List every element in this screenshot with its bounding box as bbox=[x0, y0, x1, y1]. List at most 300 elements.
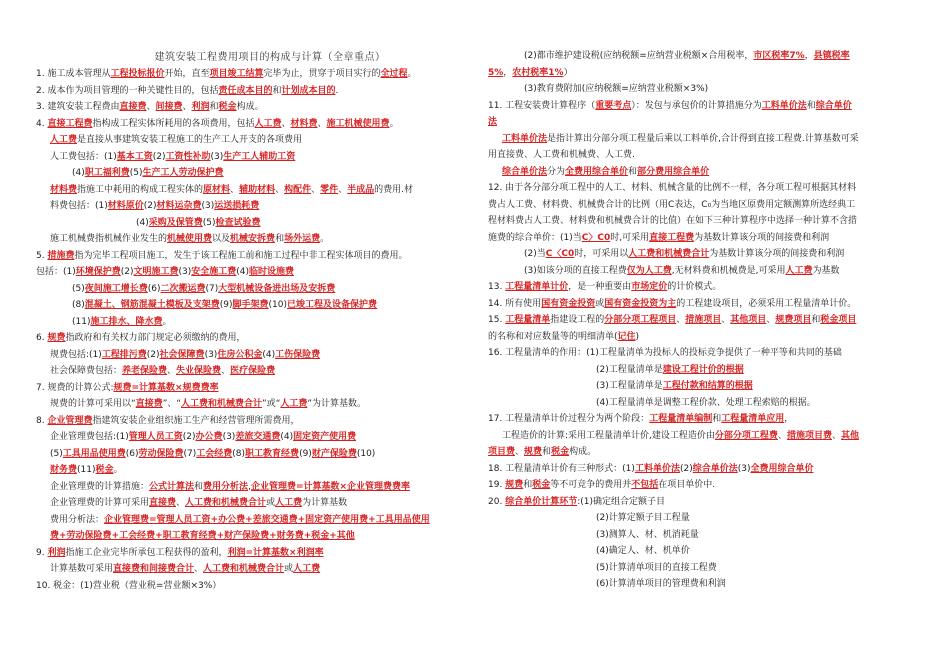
text-run: 人工费包括：(1) bbox=[50, 151, 117, 162]
text-run: 19. bbox=[488, 480, 506, 490]
text-run: 17. 工程量清单计价过程分为两个阶段： bbox=[488, 414, 650, 424]
text-run: (3)教育费附加(应纳税额=应纳营业税额×3%) bbox=[524, 84, 709, 94]
highlighted-term: 社会保障费 bbox=[159, 349, 205, 360]
text-run: 指施工企业完毕所承包工程获得的盈利， bbox=[65, 547, 228, 558]
highlighted-term: 措施项目 bbox=[685, 315, 722, 325]
highlighted-term: 基本工资 bbox=[116, 151, 153, 162]
text-run: 2. 成本作为项目管理的一种关键性目的，包括 bbox=[36, 85, 219, 96]
highlighted-term: 综合单价法 bbox=[692, 463, 738, 474]
left-line-0 bbox=[36, 66, 476, 83]
text-run: 为基数计算该分项的间接费和利润 bbox=[709, 249, 845, 259]
text-run: ， bbox=[804, 51, 814, 61]
highlighted-term: 施工排水、降水费 bbox=[90, 316, 163, 327]
text-run: 程材料费占人工费、材料费和机械费合计的比值）在如下三种计算程序中选择一种计算不含措 bbox=[488, 216, 858, 226]
highlighted-term: 采购及保管费 bbox=[148, 217, 203, 228]
text-run: (3)如该分项的直接工程费 bbox=[524, 265, 627, 276]
text-run: 和 bbox=[523, 480, 533, 490]
text-run: (10) bbox=[268, 300, 288, 310]
right-line-5 bbox=[488, 131, 918, 148]
highlighted-term: 建设工程计价的根据 bbox=[662, 364, 744, 375]
right-line-12 bbox=[488, 246, 918, 263]
highlighted-term: 安全施工费 bbox=[191, 267, 237, 277]
highlighted-term: 工料单价法 bbox=[502, 133, 548, 144]
highlighted-term: 辅助材料 bbox=[239, 184, 276, 195]
text-run: 。 bbox=[113, 465, 123, 475]
text-run: 6. bbox=[36, 333, 48, 343]
right-line-3 bbox=[488, 98, 918, 115]
text-run: (9) bbox=[299, 448, 312, 459]
left-line-28 bbox=[36, 528, 476, 545]
highlighted-term: 机械使用费 bbox=[167, 234, 213, 244]
text-run: (5) bbox=[72, 283, 85, 294]
text-run: (4) bbox=[236, 267, 250, 277]
left-line-14 bbox=[36, 297, 476, 314]
highlighted-term: 人工费 bbox=[293, 564, 321, 574]
highlighted-term: 机械安拆费 bbox=[230, 234, 276, 244]
left-line-15 bbox=[36, 314, 476, 331]
highlighted-term: 直接费 bbox=[149, 498, 177, 508]
text-run: 、 bbox=[317, 118, 327, 129]
text-run: ， bbox=[784, 414, 794, 424]
left-line-23 bbox=[36, 446, 476, 463]
text-run: 、 bbox=[766, 315, 776, 325]
highlighted-term: 国有资金投资为主 bbox=[604, 298, 677, 309]
text-run: :(1)确定组合定额子目 bbox=[577, 496, 665, 507]
text-run: 施费的综合单价：(1)当 bbox=[488, 232, 582, 243]
highlighted-term: 仅为人工费 bbox=[626, 265, 672, 276]
highlighted-term: 公式计算法 bbox=[149, 481, 195, 492]
highlighted-term: 规费=计算基数×规费费率 bbox=[113, 382, 219, 393]
text-run: ”为计算基数。 bbox=[307, 399, 367, 409]
highlighted-term: 分部分项工程项目 bbox=[604, 315, 677, 325]
text-run: (3) bbox=[201, 201, 215, 211]
left-line-20 bbox=[36, 396, 476, 413]
left-line-24 bbox=[36, 462, 476, 479]
text-run: 、 bbox=[721, 315, 731, 325]
highlighted-term: 原材料 bbox=[203, 184, 231, 195]
highlighted-term: 养老保险费 bbox=[122, 366, 168, 376]
right-line-8 bbox=[488, 180, 918, 197]
text-run: 、 bbox=[831, 430, 841, 441]
highlighted-term: 5% bbox=[488, 67, 504, 78]
left-line-25 bbox=[36, 479, 476, 496]
highlighted-term: 工程量清单应用 bbox=[721, 414, 785, 424]
text-run: 和 bbox=[272, 85, 282, 96]
highlighted-term: 工程量清单 bbox=[505, 315, 551, 325]
text-run: 的名称和对应数量等的明细清单( bbox=[488, 331, 618, 342]
highlighted-term: 农村税率1% bbox=[512, 67, 564, 78]
right-line-11 bbox=[488, 230, 918, 247]
highlighted-term: 二次搬运费 bbox=[160, 283, 206, 294]
text-run: (4)工程量清单是调整工程价款、处理工程索赔的根据。 bbox=[596, 397, 816, 408]
right-line-10 bbox=[488, 213, 918, 230]
text-run: 的计价模式。 bbox=[667, 282, 722, 292]
highlighted-term: 市场定价 bbox=[631, 282, 668, 292]
highlighted-term: 综合单价 bbox=[815, 100, 852, 111]
highlighted-term: 全费用综合单价 bbox=[750, 463, 814, 474]
highlighted-term: 国有资金投资 bbox=[541, 298, 596, 309]
text-run: 的费用.材 bbox=[374, 184, 414, 195]
left-line-6 bbox=[36, 165, 476, 182]
text-run: (3) bbox=[222, 432, 236, 442]
text-run: 在项目单价中. bbox=[658, 480, 716, 490]
text-run: 工程造价的计算:采用工程量清单计价,建设工程造价由 bbox=[502, 430, 715, 441]
left-line-1 bbox=[36, 83, 476, 100]
text-run: 、 bbox=[230, 184, 240, 195]
right-line-7 bbox=[488, 164, 918, 181]
highlighted-term: 材料运杂费 bbox=[156, 201, 202, 211]
left-line-5 bbox=[36, 149, 476, 166]
highlighted-term: 直接费和间接费合计 bbox=[113, 564, 195, 574]
highlighted-term: 环境保护费 bbox=[75, 267, 121, 277]
highlighted-term: 税金 bbox=[532, 480, 551, 490]
text-run: (5) bbox=[202, 217, 216, 228]
highlighted-term: 措施费 bbox=[47, 250, 75, 261]
highlighted-term: 已竣工程及设备保护费 bbox=[287, 300, 378, 310]
highlighted-term: 法 bbox=[488, 117, 498, 127]
text-run: ”、“ bbox=[162, 399, 182, 409]
right-line-26 bbox=[488, 477, 918, 494]
text-run: 15. bbox=[488, 315, 506, 325]
highlighted-term: 工资性补助 bbox=[165, 151, 211, 162]
text-run: 5. bbox=[36, 250, 48, 261]
text-run: (5)计算清单项目的直接工程费 bbox=[596, 562, 717, 573]
text-run: 3. 建筑安装工程费由 bbox=[36, 102, 120, 112]
text-run: 、 bbox=[167, 366, 177, 376]
highlighted-term: 利润 bbox=[47, 547, 66, 558]
highlighted-term: 工程投标报价 bbox=[110, 69, 165, 79]
text-run: 10. 税金：(1)营业税（营业税=营业额×3%） bbox=[36, 580, 222, 591]
right-line-4 bbox=[488, 114, 918, 131]
text-run: (3) bbox=[204, 349, 218, 360]
text-run: 施工机械费指机械作业发生的 bbox=[50, 234, 168, 244]
highlighted-term: 间接费 bbox=[155, 102, 183, 112]
highlighted-term: 人工费和机械费合计 bbox=[181, 399, 263, 409]
text-run: 分为 bbox=[547, 166, 566, 177]
highlighted-term: 工伤保险费 bbox=[275, 349, 321, 360]
text-run: 的工程建设项目，必须采用工程量清单计价。 bbox=[676, 298, 857, 309]
text-run: 、 bbox=[676, 315, 686, 325]
text-run: 企业管理费的计算措施： bbox=[50, 481, 150, 492]
text-run: (2) bbox=[152, 151, 166, 162]
text-run: 。 bbox=[389, 118, 399, 129]
left-line-31 bbox=[36, 578, 476, 595]
text-run: 指建设工程的 bbox=[550, 315, 605, 325]
highlighted-term: 办公费 bbox=[195, 432, 223, 442]
right-line-9 bbox=[488, 197, 918, 214]
text-run: 指为完毕工程项目施工，发生于该工程施工前和施工过程中非工程实体项目的费用。 bbox=[74, 250, 408, 261]
text-run: 是指计算出分部分项工程量后乘以工料单价,合计得到直接工程费.计算基数可采 bbox=[547, 133, 859, 144]
text-run: (2)计算定额子目工程量 bbox=[596, 513, 690, 523]
left-line-21 bbox=[36, 413, 476, 430]
highlighted-term: 工具用品使用费 bbox=[62, 448, 126, 459]
text-run: 12. 由于各分部分项工程中的人工、材料、机械含量的比例不一样，各分项工程可根据其材料 bbox=[488, 183, 857, 193]
text-run: 11. 工程安装费计算程序（ bbox=[488, 100, 596, 111]
highlighted-term: 财产保险费 bbox=[311, 448, 357, 459]
highlighted-term: 人工费 bbox=[785, 265, 813, 276]
right-line-28 bbox=[488, 510, 918, 527]
right-line-20 bbox=[488, 378, 918, 395]
left-line-18 bbox=[36, 363, 476, 380]
right-line-14 bbox=[488, 279, 918, 296]
text-run: (3) bbox=[178, 267, 192, 277]
text-run: (2) bbox=[120, 267, 134, 277]
right-line-30 bbox=[488, 543, 918, 560]
highlighted-term: 零件 bbox=[320, 184, 339, 195]
text-run: (2) bbox=[679, 463, 693, 474]
highlighted-term: 直接费 bbox=[135, 399, 163, 409]
highlighted-term: 夜间施工增长费 bbox=[84, 283, 148, 294]
highlighted-term: 工程量清单编制 bbox=[649, 414, 713, 424]
highlighted-term: 固定资产使用费 bbox=[293, 432, 357, 442]
left-line-13 bbox=[36, 281, 476, 298]
text-run: ） bbox=[563, 67, 573, 78]
right-column bbox=[488, 48, 918, 593]
left-line-2 bbox=[36, 99, 476, 116]
text-run: 、 bbox=[194, 564, 204, 574]
highlighted-term: 全费用综合单价 bbox=[565, 166, 629, 177]
left-line-19 bbox=[36, 380, 476, 397]
text-run: 或 bbox=[595, 298, 605, 309]
highlighted-term: 费+劳动保险费+工会经费+职工教育经费+财产保险费+财务费+税金+其他 bbox=[50, 531, 355, 541]
text-run: 时,可采用 bbox=[610, 232, 650, 243]
text-run: (6) bbox=[147, 283, 161, 294]
highlighted-term: 费用分析法 bbox=[203, 481, 249, 492]
left-line-11 bbox=[36, 248, 476, 265]
highlighted-term: 职工教育经费 bbox=[245, 448, 300, 459]
text-run: (2)工程量清单是 bbox=[596, 364, 663, 375]
highlighted-term: 企业管理费=管理人员工资+办公费+差旅交通费+固定资产使用费+工具用品使用 bbox=[104, 514, 430, 525]
highlighted-term: 企业管理费 bbox=[47, 415, 93, 426]
right-line-24 bbox=[488, 444, 918, 461]
highlighted-term: 税金 bbox=[218, 102, 237, 112]
text-run: ， bbox=[503, 67, 513, 78]
text-run: 费用分析法： bbox=[50, 514, 105, 525]
right-line-25 bbox=[488, 461, 918, 478]
text-run: 、 bbox=[777, 430, 787, 441]
highlighted-term: 其他 bbox=[840, 430, 859, 441]
highlighted-term: 部分费用综合单价 bbox=[637, 166, 710, 177]
right-line-22 bbox=[488, 411, 918, 428]
text-run: 、 bbox=[311, 184, 321, 195]
highlighted-term: 半成品 bbox=[347, 184, 375, 195]
highlighted-term: 市区税率7% bbox=[753, 51, 805, 61]
right-line-16 bbox=[488, 312, 918, 329]
right-line-19 bbox=[488, 362, 918, 379]
text-run: (3) bbox=[210, 151, 224, 162]
text-run: 、 bbox=[146, 102, 156, 112]
text-run: 构成。 bbox=[569, 447, 597, 457]
document-title: 建筑安装工程费用项目的构成与计算（全章重点） bbox=[154, 52, 386, 63]
text-run: 1. 施工成本管理从 bbox=[36, 69, 111, 79]
highlighted-term: C〈C0 bbox=[545, 249, 575, 259]
highlighted-term: 措施项目费 bbox=[786, 430, 832, 441]
highlighted-term: 职工福利费 bbox=[84, 168, 130, 178]
text-run: 包括：(1) bbox=[36, 267, 76, 277]
highlighted-term: 利润 bbox=[191, 102, 210, 112]
left-line-30 bbox=[36, 561, 476, 578]
highlighted-term: 直接工程费 bbox=[649, 232, 695, 243]
text-run: 7. 规费的计算公式: bbox=[36, 382, 114, 393]
text-run: 、 bbox=[281, 118, 291, 129]
text-run: 以及 bbox=[212, 234, 231, 244]
text-run: (5) bbox=[50, 448, 63, 459]
text-run: 20. bbox=[488, 496, 506, 507]
text-run: ”或“ bbox=[262, 399, 281, 409]
text-run: 等不可竞争的费用并 bbox=[550, 480, 632, 490]
left-line-16 bbox=[36, 330, 476, 347]
text-run: 和 bbox=[811, 315, 821, 325]
text-run: 或 bbox=[266, 498, 276, 508]
text-run: (2) bbox=[143, 201, 157, 211]
highlighted-term: 重要考点 bbox=[595, 100, 632, 111]
text-run: (6)计算清单项目的管理费和利润 bbox=[596, 579, 726, 589]
right-line-23 bbox=[488, 428, 918, 445]
text-run: 和 bbox=[628, 166, 638, 177]
highlighted-term: 混凝土、钢筋混凝土模板及支架费 bbox=[84, 300, 220, 310]
highlighted-term: 材料原价 bbox=[107, 201, 144, 211]
text-run: (3) bbox=[737, 463, 751, 474]
text-run: (2) bbox=[146, 349, 160, 360]
right-line-6 bbox=[488, 147, 918, 164]
text-run: 14. 所有使用 bbox=[488, 298, 542, 309]
highlighted-term: 人工费和机械费合计 bbox=[628, 249, 710, 259]
highlighted-term: 大型机械设备进出场及安拆费 bbox=[218, 283, 336, 294]
right-line-2 bbox=[488, 81, 918, 98]
highlighted-term: 生产工人辅助工资 bbox=[223, 151, 296, 162]
text-run: 、 bbox=[338, 184, 348, 195]
text-run: 为计算基数 bbox=[302, 498, 348, 508]
text-run: (11) bbox=[72, 316, 91, 327]
text-run: 、 bbox=[221, 366, 231, 376]
highlighted-term: 责任成本目的 bbox=[218, 85, 273, 96]
highlighted-term: 税金项目 bbox=[820, 315, 857, 325]
highlighted-term: 材料费 bbox=[290, 118, 318, 129]
text-run: (4) bbox=[262, 349, 276, 360]
text-run: (3)工程量清单是 bbox=[596, 381, 663, 391]
left-line-9 bbox=[36, 215, 476, 232]
text-run: 完毕为止，贯穿于项目实行的 bbox=[263, 69, 381, 79]
text-run: (7) bbox=[205, 283, 219, 294]
highlighted-term: C〉C0 bbox=[581, 232, 611, 243]
text-run: (4) bbox=[136, 217, 149, 228]
left-line-22 bbox=[36, 429, 476, 446]
highlighted-term: 县镇税率 bbox=[813, 51, 850, 61]
highlighted-term: 工程排污费 bbox=[101, 349, 147, 360]
text-run: 是直接从事建筑安装工程施工的生产工人开支的各项费用 bbox=[77, 135, 303, 145]
highlighted-term: 财务费 bbox=[50, 465, 78, 475]
text-run: 和 bbox=[806, 100, 816, 111]
text-run: 、 bbox=[182, 102, 192, 112]
highlighted-term: 其他项目 bbox=[730, 315, 767, 325]
highlighted-term: 不包括 bbox=[631, 480, 659, 490]
text-run: (11) bbox=[77, 465, 96, 475]
right-line-1 bbox=[488, 65, 918, 82]
text-run: 和 bbox=[712, 414, 722, 424]
left-line-26 bbox=[36, 495, 476, 512]
text-run: 用直接费、人工费和机械费、人工费. bbox=[488, 150, 635, 160]
text-run: (4)确定人、材、机单价 bbox=[596, 546, 690, 556]
text-run: 规费包括:(1) bbox=[50, 349, 102, 360]
text-run: (8) bbox=[232, 448, 246, 459]
highlighted-term: 企业管理费=计算基数×企业管理费费率 bbox=[250, 481, 411, 492]
text-run: 和 bbox=[542, 447, 552, 457]
text-run: 9. bbox=[36, 547, 48, 558]
left-line-29 bbox=[36, 545, 476, 562]
highlighted-term: 分部分项工程费 bbox=[714, 430, 778, 441]
left-line-27 bbox=[36, 512, 476, 529]
highlighted-term: 生产工人劳动保护费 bbox=[142, 168, 224, 178]
highlighted-term: 工程付款和结算的根据 bbox=[662, 381, 753, 391]
right-line-29 bbox=[488, 527, 918, 544]
left-line-4 bbox=[36, 132, 476, 149]
text-run: (10) bbox=[356, 448, 376, 459]
highlighted-term: 人工费 bbox=[280, 399, 308, 409]
highlighted-term: 管理人员工资 bbox=[128, 432, 183, 442]
highlighted-term: 失业保险费 bbox=[176, 366, 222, 376]
right-line-17 bbox=[488, 329, 918, 346]
text-run: 13. bbox=[488, 282, 506, 292]
highlighted-term: 住房公积金 bbox=[217, 349, 263, 360]
text-run: 指政府和有关权力部门规定必须缴纳的费用， bbox=[65, 333, 246, 343]
text-run: 、 bbox=[515, 447, 525, 457]
left-column bbox=[36, 66, 476, 594]
highlighted-term: 项目竣工结算 bbox=[209, 69, 264, 79]
text-run: ，是一种重要由 bbox=[568, 282, 632, 292]
text-run: 和 bbox=[194, 481, 204, 492]
right-line-27 bbox=[488, 494, 918, 511]
highlighted-term: 人工费和机械费合计 bbox=[185, 498, 267, 508]
right-line-21 bbox=[488, 395, 918, 412]
highlighted-term: 直接工程费 bbox=[47, 118, 93, 129]
text-run: . bbox=[335, 85, 339, 96]
text-run: ,无材料费和机械费是,可采用 bbox=[671, 265, 786, 276]
highlighted-term: 人工费 bbox=[50, 135, 78, 145]
text-run: (3)测算人、材、机消耗量 bbox=[596, 529, 699, 540]
text-run: 指建筑安装企业组织施工生产和经营管理所需费用， bbox=[92, 415, 300, 426]
text-run: (5) bbox=[129, 168, 143, 178]
right-line-15 bbox=[488, 296, 918, 313]
highlighted-term: 计划成本目的 bbox=[281, 85, 336, 96]
text-run: 和 bbox=[275, 234, 285, 244]
text-run: 料费包括：(1) bbox=[50, 201, 108, 211]
right-line-32 bbox=[488, 576, 918, 593]
text-run: 开始，直至 bbox=[164, 69, 210, 79]
text-run: (7) bbox=[183, 448, 197, 459]
text-run: , bbox=[248, 481, 251, 492]
text-run: (2) bbox=[182, 432, 196, 442]
highlighted-term: 运送损耗费 bbox=[214, 201, 260, 211]
highlighted-term: 综合单价法 bbox=[502, 166, 548, 177]
highlighted-term: 工程量清单计价 bbox=[505, 282, 569, 292]
highlighted-term: 工料单价法 bbox=[634, 463, 680, 474]
highlighted-term: 构配件 bbox=[284, 184, 312, 195]
highlighted-term: 税金 bbox=[95, 465, 114, 475]
text-run: 为基数 bbox=[812, 265, 840, 276]
highlighted-term: 劳动保险费 bbox=[138, 448, 184, 459]
text-run: 。 bbox=[407, 69, 417, 79]
text-run: 和 bbox=[209, 102, 219, 112]
text-run: 计算基数可采用 bbox=[50, 564, 114, 574]
highlighted-term: 检查试验费 bbox=[215, 217, 261, 228]
highlighted-term: 差旅交通费 bbox=[235, 432, 281, 442]
highlighted-term: 场外运费 bbox=[284, 234, 321, 244]
text-run: 规费的计算可采用以“ bbox=[50, 399, 136, 409]
text-run: 企业管理费包括:(1) bbox=[50, 432, 129, 442]
highlighted-term: 直接费 bbox=[119, 102, 147, 112]
text-run: 。 bbox=[320, 234, 330, 244]
left-line-7 bbox=[36, 182, 476, 199]
